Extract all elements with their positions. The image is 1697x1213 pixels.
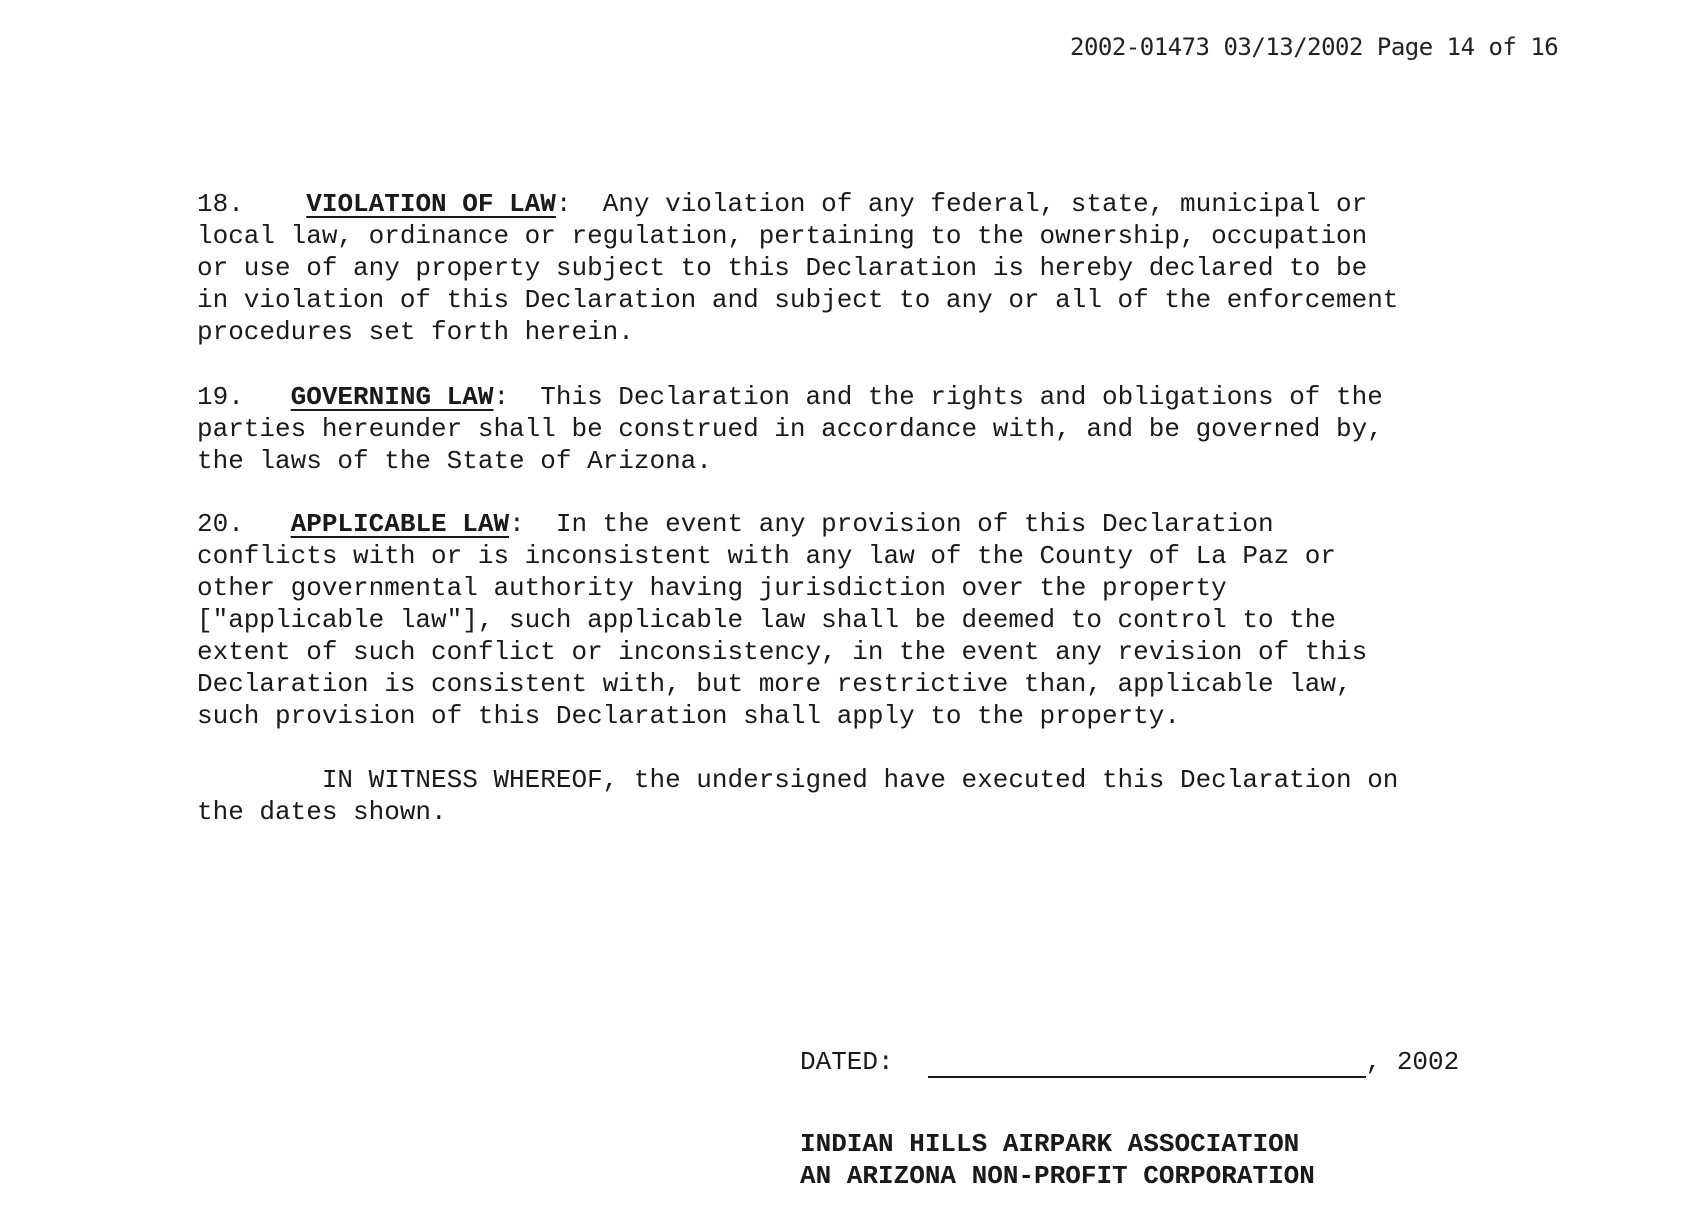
spacer: [244, 509, 291, 539]
recording-stamp: 2002-01473 03/13/2002 Page 14 of 16: [1070, 33, 1559, 61]
org-description: AN ARIZONA NON-PROFIT CORPORATION: [800, 1161, 1315, 1191]
section-number: 19.: [197, 382, 244, 412]
section-first-line: This Declaration and the rights and obligations of the: [509, 382, 1383, 412]
section-number: 18.: [197, 189, 244, 219]
dated-line: [800, 1046, 1459, 1078]
spacer: [244, 189, 306, 219]
section-heading: GOVERNING LAW: [290, 382, 494, 412]
section-first-line: Any violation of any federal, state, municipal or: [571, 189, 1368, 219]
section-number: 20.: [197, 509, 244, 539]
section-18: [197, 188, 1527, 348]
heading-colon: :: [509, 509, 525, 539]
section-body: conflicts with or is inconsistent with any law of the County of La Paz or other governmental authority having jurisdiction over the property ["applicable law"], such applicable law shall be deemed to control to the extent of such conflict or inconsistency, in the event any revision of this Declaration is consistent with, but more restrictive than, applicable law, such provision of this Declaration shall apply to the property.: [197, 541, 1368, 731]
section-heading: VIOLATION OF LAW: [306, 189, 556, 219]
dated-label: DATED:: [800, 1047, 894, 1077]
witness-clause: IN WITNESS WHEREOF, the undersigned have executed this Declaration on the dates shown.: [197, 765, 1399, 827]
section-heading: APPLICABLE LAW: [290, 509, 510, 539]
section-first-line: In the event any provision of this Declaration: [524, 509, 1274, 539]
signature-organization: [800, 1128, 1315, 1192]
heading-colon: :: [493, 382, 510, 412]
section-20: [197, 508, 1527, 732]
year-suffix: , 2002: [1365, 1047, 1460, 1077]
section-body: local law, ordinance or regulation, pertaining to the ownership, occupation or use of any property subject to this Declaration is hereby declared to be in violation of this Declaration and subject to any or all of the enforcement procedures set forth herein.: [197, 221, 1399, 347]
heading-colon: :: [555, 189, 572, 219]
date-blank-line: [928, 1054, 1366, 1078]
spacer: [244, 382, 291, 412]
section-19: [197, 381, 1527, 477]
section-body: parties hereunder shall be construed in accordance with, and be governed by, the laws of the State of Arizona.: [197, 414, 1383, 476]
org-name: INDIAN HILLS AIRPARK ASSOCIATION: [800, 1129, 1300, 1159]
